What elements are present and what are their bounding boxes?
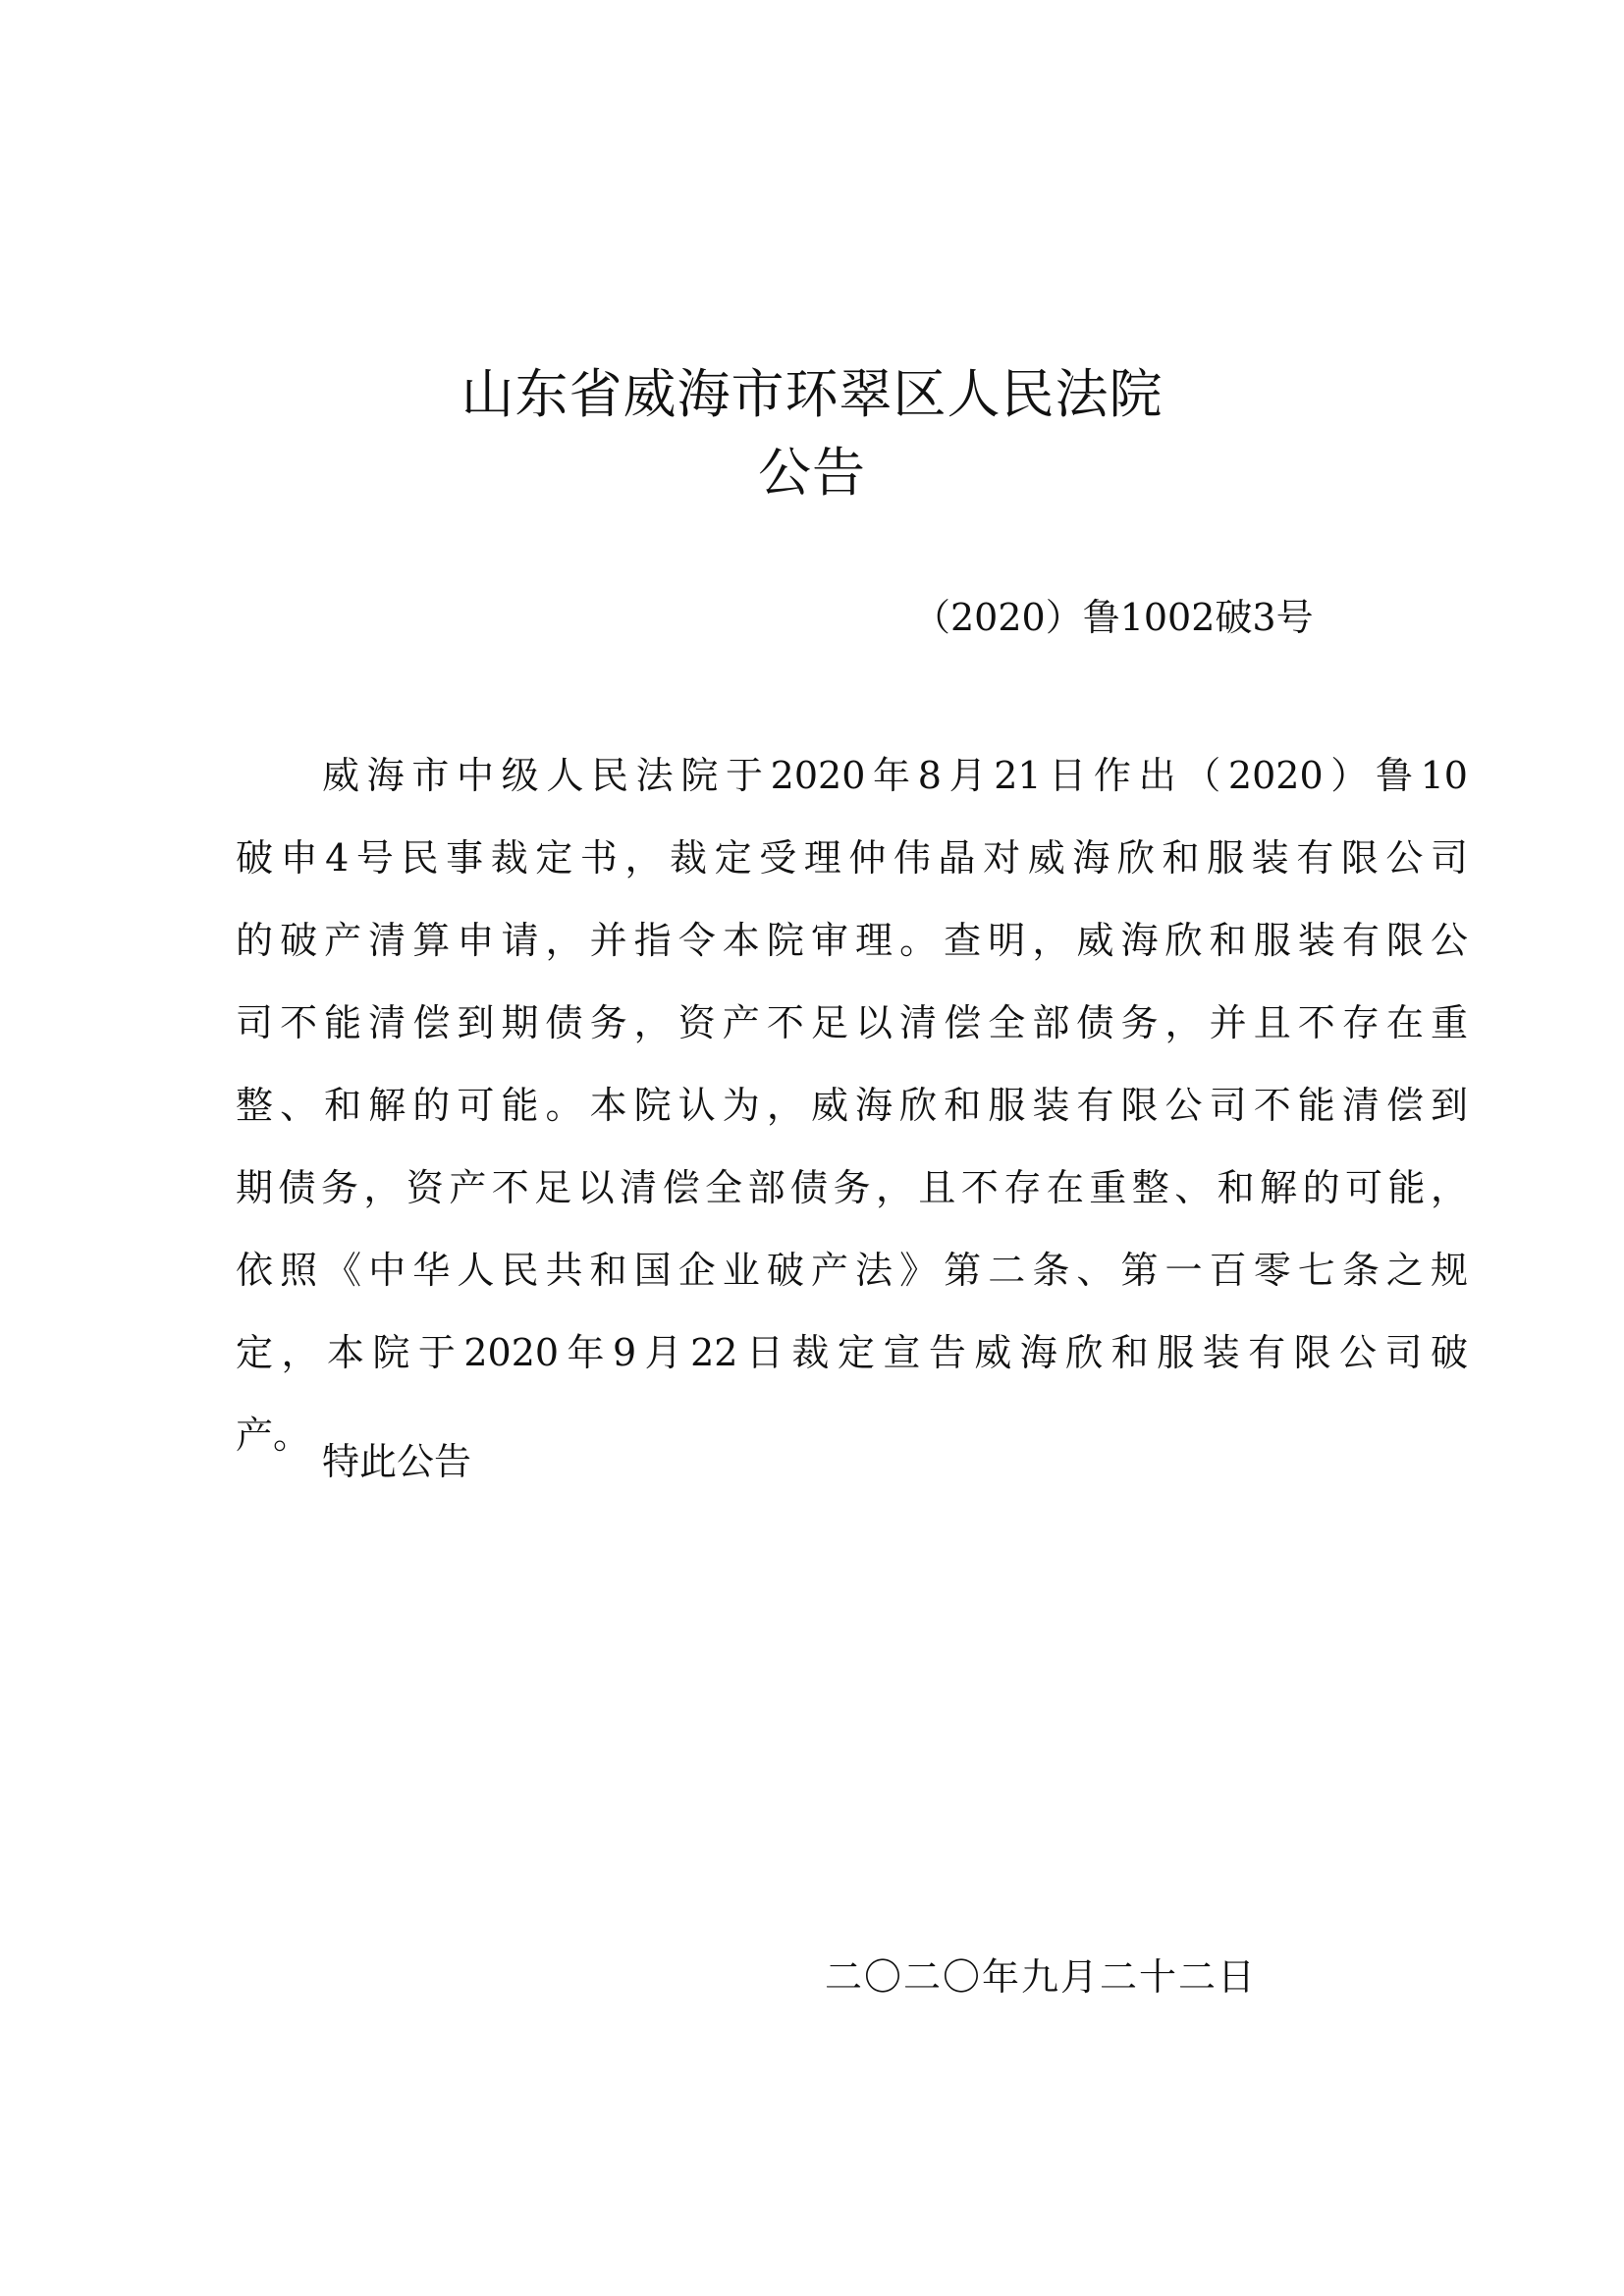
- body-line: 依照《中华人民共和国企业破产法》第二条、第一百零七条之规: [236, 1249, 1468, 1292]
- issue-date: 二〇二〇年九月二十二日: [825, 1955, 1258, 1999]
- court-name-heading: 山东省威海市环翠区人民法院: [460, 363, 1164, 425]
- body-line: 定，本院于2020年9月22日裁定宣告威海欣和服装有限公司破: [236, 1331, 1468, 1374]
- body-line: 期债务，资产不足以清偿全部债务，且不存在重整、和解的可能，: [236, 1166, 1468, 1209]
- closing-phrase: 特此公告: [322, 1440, 472, 1483]
- body-paragraph: [236, 734, 1468, 1476]
- announcement-heading: 公告: [758, 442, 866, 504]
- body-line: 的破产清算申请，并指令本院审理。查明，威海欣和服装有限公: [236, 919, 1468, 962]
- body-line: 整、和解的可能。本院认为，威海欣和服装有限公司不能清偿到: [236, 1084, 1468, 1127]
- body-line: 破申4号民事裁定书，裁定受理仲伟晶对威海欣和服装有限公司: [236, 836, 1468, 880]
- body-line: 司不能清偿到期债务，资产不足以清偿全部债务，并且不存在重: [236, 1001, 1468, 1044]
- body-line: 产。: [236, 1414, 311, 1457]
- case-number: （2020）鲁1002破3号: [913, 596, 1314, 639]
- body-line: 威海市中级人民法院于2020年8月21日作出（2020）鲁10: [322, 754, 1468, 797]
